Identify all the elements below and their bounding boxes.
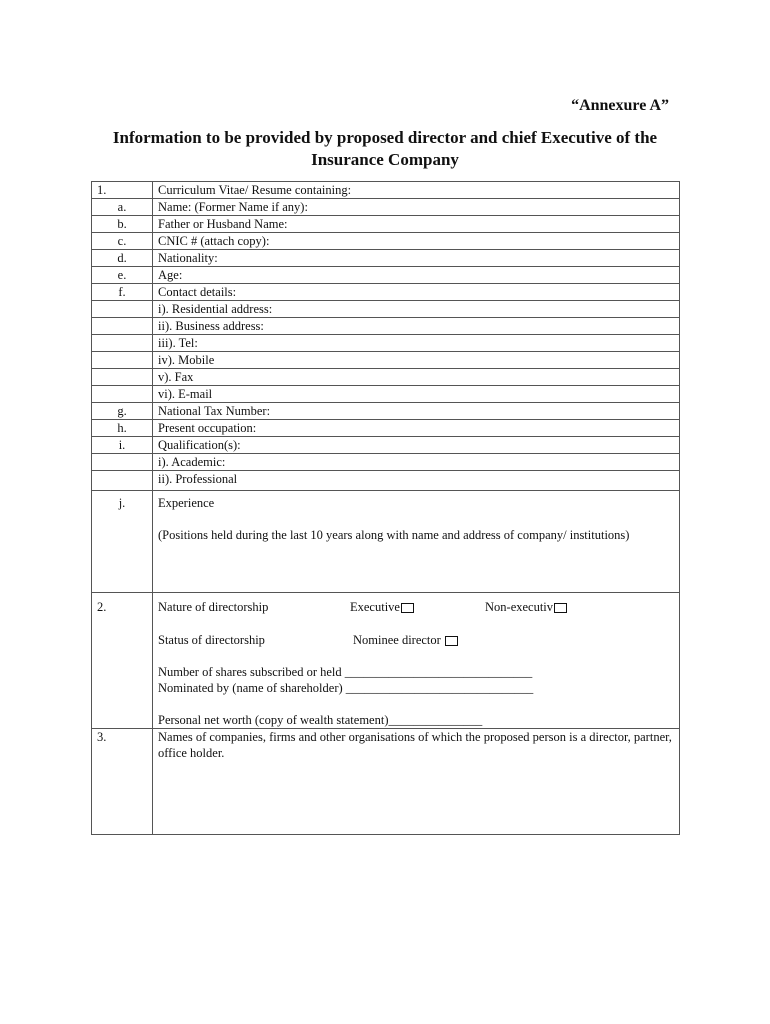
row-label: d. xyxy=(92,250,153,267)
section-1-heading: Curriculum Vitae/ Resume containing: xyxy=(153,182,680,199)
status-of-directorship-label: Status of directorship xyxy=(158,633,265,647)
form-row xyxy=(92,318,680,335)
executive-label: Executive xyxy=(350,600,400,614)
form-row xyxy=(92,284,680,301)
form-row xyxy=(92,369,680,386)
section-2-number: 2. xyxy=(92,593,153,729)
executive-checkbox[interactable] xyxy=(401,603,414,613)
row-label xyxy=(92,352,153,369)
title-line-1: Information to be provided by proposed director and chief Executive of the xyxy=(112,128,658,147)
nature-of-directorship-label: Nature of directorship xyxy=(158,600,269,614)
form-row xyxy=(92,386,680,403)
row-label: c. xyxy=(92,233,153,250)
section-2-body xyxy=(153,593,680,729)
shares-line[interactable]: Number of shares subscribed or held ______________________________ xyxy=(158,665,533,679)
row-field[interactable]: Nationality: xyxy=(153,250,680,267)
row-label xyxy=(92,369,153,386)
row-field[interactable]: CNIC # (attach copy): xyxy=(153,233,680,250)
form-row xyxy=(92,301,680,318)
form-row xyxy=(92,199,680,216)
annexure-label: “Annexure A” xyxy=(571,97,669,114)
form-row xyxy=(92,403,680,420)
row-label xyxy=(92,386,153,403)
row-label: b. xyxy=(92,216,153,233)
row-label xyxy=(92,454,153,471)
row-label xyxy=(92,335,153,352)
row-field[interactable]: Contact details: xyxy=(153,284,680,301)
experience-note: (Positions held during the last 10 years along with name and address of company/ institutions) xyxy=(158,528,630,542)
row-field[interactable]: vi). E-mail xyxy=(153,386,680,403)
form-row xyxy=(92,250,680,267)
status-of-directorship-row xyxy=(158,632,674,648)
experience-title: Experience xyxy=(158,496,215,510)
row-label: a. xyxy=(92,199,153,216)
section-3-number: 3. xyxy=(92,729,153,835)
form-row xyxy=(92,471,680,491)
information-form-table xyxy=(91,181,680,835)
section-1-number: 1. xyxy=(92,182,153,199)
form-row xyxy=(92,335,680,352)
nominated-by-line[interactable]: Nominated by (name of shareholder) ______________________________ xyxy=(158,681,534,695)
row-field[interactable]: i). Residential address: xyxy=(153,301,680,318)
row-label: e. xyxy=(92,267,153,284)
row-label xyxy=(92,471,153,491)
section-3-text[interactable]: Names of companies, firms and other organisations of which the proposed person is a director, partner, office holder. xyxy=(153,729,680,835)
form-row xyxy=(92,420,680,437)
experience-field[interactable] xyxy=(153,491,680,593)
form-row xyxy=(92,233,680,250)
row-field[interactable]: ii). Professional xyxy=(153,471,680,491)
experience-label: j. xyxy=(92,491,153,593)
form-row xyxy=(92,437,680,454)
row-field[interactable]: Name: (Former Name if any): xyxy=(153,199,680,216)
nominee-director-checkbox[interactable] xyxy=(445,636,458,646)
non-executive-checkbox[interactable] xyxy=(554,603,567,613)
row-field[interactable]: National Tax Number: xyxy=(153,403,680,420)
form-row xyxy=(92,267,680,284)
row-label xyxy=(92,318,153,335)
row-field[interactable]: Qualification(s): xyxy=(153,437,680,454)
row-label: g. xyxy=(92,403,153,420)
row-field[interactable]: iii). Tel: xyxy=(153,335,680,352)
nominee-director-label: Nominee director xyxy=(353,633,441,647)
row-label: i. xyxy=(92,437,153,454)
nature-of-directorship-row xyxy=(158,599,674,615)
form-row xyxy=(92,352,680,369)
form-row xyxy=(92,216,680,233)
row-label: h. xyxy=(92,420,153,437)
non-executive-label: Non-executiv xyxy=(485,600,554,614)
row-field[interactable]: iv). Mobile xyxy=(153,352,680,369)
form-row xyxy=(92,454,680,471)
net-worth-line[interactable]: Personal net worth (copy of wealth statement)_______________ xyxy=(158,713,483,727)
row-field[interactable]: Age: xyxy=(153,267,680,284)
row-field[interactable]: ii). Business address: xyxy=(153,318,680,335)
row-field[interactable]: Present occupation: xyxy=(153,420,680,437)
row-field[interactable]: Father or Husband Name: xyxy=(153,216,680,233)
row-label xyxy=(92,301,153,318)
row-field[interactable]: v). Fax xyxy=(153,369,680,386)
row-label: f. xyxy=(92,284,153,301)
page-title xyxy=(90,127,680,171)
row-field[interactable]: i). Academic: xyxy=(153,454,680,471)
title-line-2: Insurance Company xyxy=(311,150,459,169)
